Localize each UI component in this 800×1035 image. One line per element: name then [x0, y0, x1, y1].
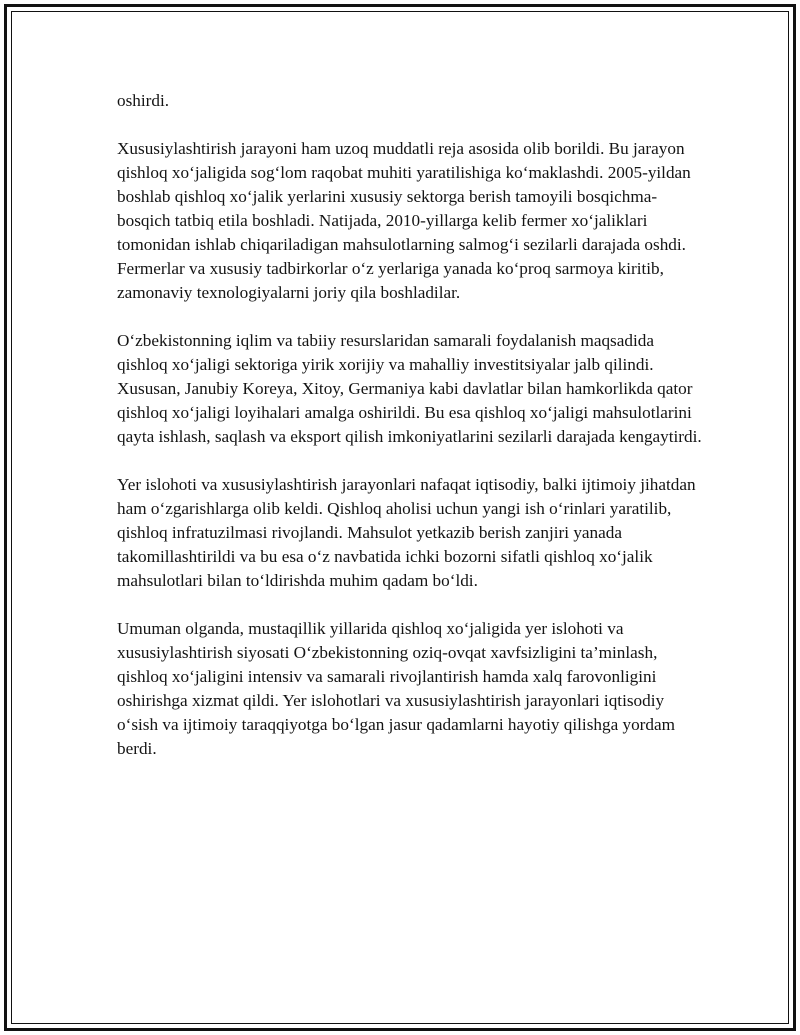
paragraph: O‘zbekistonning iqlim va tabiiy resurslaridan samarali foydalanish maqsadida qishloq xo‘jaligi sektoriga yirik xorijiy va mahalliy investitsiyalar jalb qilindi. Xususan, Janubiy Koreya, Xitoy, Germaniya kabi davlatlar bilan hamkorlikda qator qishloq xo‘jaligi loyihalari amalga oshirildi. Bu esa qishloq xo‘jaligi mahsulotlarini qayta ishlash, saqlash va eksport qilish imkoniyatlarini sezilarli darajada kengaytirdi.	[117, 331, 702, 446]
paragraph: Umuman olganda, mustaqillik yillarida qishloq xo‘jaligida yer islohoti va xususiylashtirish siyosati O‘zbekistonning oziq-ovqat xavfsizligini ta’minlash, qishloq xo‘jaligini intensiv va samarali rivojlantirish hamda xalq farovonligini oshirishga xizmat qildi. Yer islohotlari va xususiylashtirish jarayonlari iqtisodiy o‘sish va ijtimoiy taraqqiyotga bo‘lgan jasur qadamlarni hayotiy qilishga yordam berdi.	[117, 619, 675, 758]
paragraph: Xususiylashtirish jarayoni ham uzoq muddatli reja asosida olib borildi. Bu jarayon qishloq xo‘jaligida sog‘lom raqobat muhiti yaratilishiga ko‘maklashdi. 2005-yildan boshlab qishloq xo‘jalik yerlarini xususiy sektorga berish tamoyili bosqichma-bosqich tatbiq etila boshladi. Natijada, 2010-yillarga kelib fermer xo‘jaliklari tomonidan ishlab chiqariladigan mahsulotlarning salmog‘i sezilarli darajada oshdi. Fermerlar va xususiy tadbirkorlar o‘z yerlariga yanada ko‘proq sarmoya kiritib, zamonaviy texnologiyalarni joriy qila boshladilar.	[117, 139, 691, 302]
paragraph: oshirdi.	[117, 91, 170, 110]
paragraph: Yer islohoti va xususiylashtirish jarayonlari nafaqat iqtisodiy, balki ijtimoiy jihatdan ham o‘zgarishlarga olib keldi. Qishloq aholisi uchun yangi ish o‘rinlari yaratilib, qishloq infratuzilmasi rivojlandi. Mahsulot yetkazib berish zanjiri yanada takomillashtirildi va bu esa o‘z navbatida ichki bozorni sifatli qishloq xo‘jalik mahsulotlari bilan to‘ldirishda muhim qadam bo‘ldi.	[117, 475, 696, 590]
document-body	[117, 89, 707, 785]
